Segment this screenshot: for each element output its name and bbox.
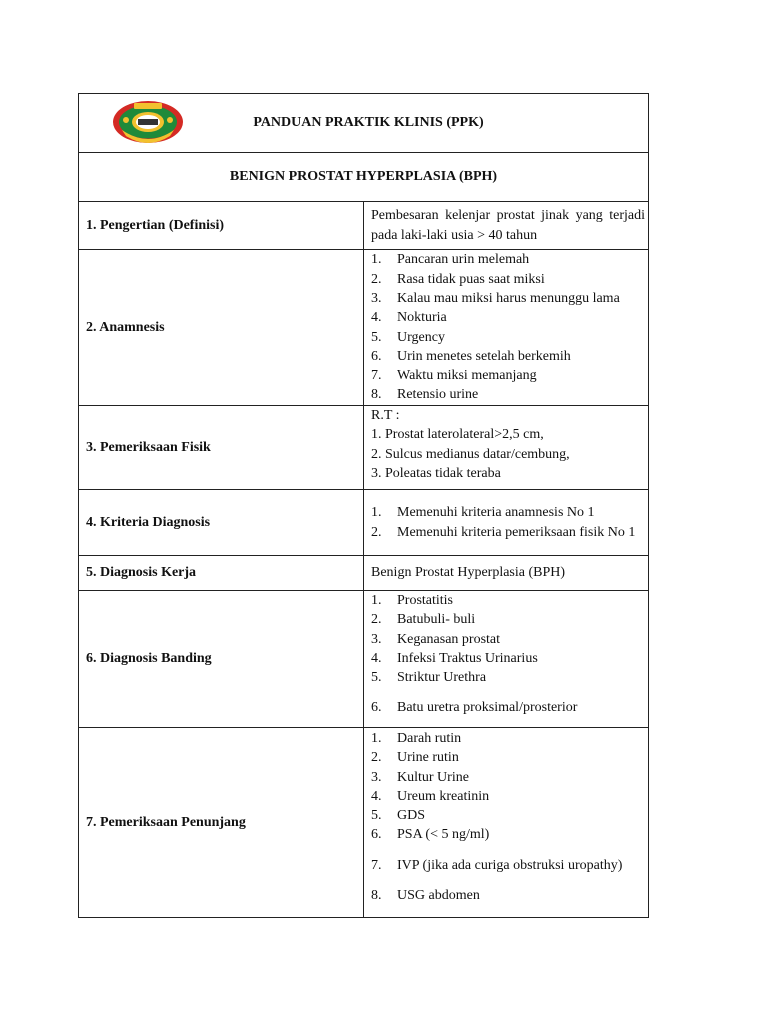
- differential-diagnosis-label: 6. Diagnosis Banding: [79, 591, 364, 728]
- header-cell: [79, 94, 649, 153]
- physical-exam-label: 3. Pemeriksaan Fisik: [79, 406, 364, 490]
- differential-diagnosis-list: [371, 591, 645, 718]
- list-item: 1. Pancaran urin melemah: [371, 252, 530, 268]
- list-item: 8. Retensio urine: [371, 387, 479, 403]
- regional-coat-of-arms-logo-icon: [112, 100, 184, 144]
- supporting-exam-label: 7. Pemeriksaan Penunjang: [79, 728, 364, 918]
- list-item: 6. Urin menetes setelah berkemih: [371, 348, 571, 364]
- list-item: 4. Ureum kreatinin: [371, 788, 490, 804]
- supporting-exam-content: [364, 728, 649, 918]
- list-item: 1. Prostatitis: [371, 593, 454, 608]
- diagnostic-criteria-content: [364, 490, 649, 556]
- diagnostic-criteria-list: [371, 503, 645, 542]
- differential-diagnosis-content: [364, 591, 649, 728]
- physical-exam-content: [364, 406, 649, 490]
- physical-exam-line: R.T :: [371, 408, 400, 423]
- clinical-guideline-table: [78, 93, 649, 918]
- definition-line-1: Pembesaran kelenjar prostat jinak yang terjadi: [371, 208, 645, 224]
- physical-exam-line: 2. Sulcus medianus datar/cembung,: [371, 446, 570, 462]
- list-item: 3. Kultur Urine: [371, 769, 469, 785]
- working-diagnosis-content: Benign Prostat Hyperplasia (BPH): [364, 556, 649, 591]
- list-item: 3. Keganasan prostat: [371, 631, 501, 647]
- list-item: 1. Darah rutin: [371, 731, 462, 746]
- diagnostic-criteria-label: 4. Kriteria Diagnosis: [79, 490, 364, 556]
- list-item: 7. IVP (jika ada curiga obstruksi uropathy): [371, 857, 623, 873]
- list-item: 4. Nokturia: [371, 310, 447, 326]
- list-item: 3. Kalau mau miksi harus menunggu lama: [371, 290, 620, 306]
- document-title: PANDUAN PRAKTIK KLINIS (PPK): [253, 115, 484, 130]
- definition-line-2: pada laki-laki usia > 40 tahun: [371, 227, 538, 243]
- anamnesis-label: 2. Anamnesis: [79, 250, 364, 406]
- list-item: 7. Waktu miksi memanjang: [371, 368, 537, 384]
- list-item: 1. Memenuhi kriteria anamnesis No 1: [371, 505, 595, 521]
- disease-title: BENIGN PROSTAT HYPERPLASIA (BPH): [79, 153, 649, 202]
- definition-content: [364, 202, 649, 250]
- physical-exam-line: 3. Poleatas tidak teraba: [371, 465, 501, 481]
- list-item: 2. Batubuli- buli: [371, 612, 476, 628]
- list-item: 6. PSA (< 5 ng/ml): [371, 827, 490, 843]
- list-item: 6. Batu uretra proksimal/prosterior: [371, 700, 578, 716]
- supporting-exam-list: [371, 729, 645, 905]
- list-item: 5. GDS: [371, 808, 426, 824]
- list-item: 4. Infeksi Traktus Urinarius: [371, 650, 538, 666]
- working-diagnosis-label: 5. Diagnosis Kerja: [79, 556, 364, 591]
- list-item: 8. USG abdomen: [371, 888, 480, 904]
- list-item: 5. Striktur Urethra: [371, 670, 487, 686]
- anamnesis-content: [364, 250, 649, 406]
- anamnesis-list: [371, 250, 645, 404]
- definition-label: 1. Pengertian (Definisi): [79, 202, 364, 250]
- list-item: 2. Urine rutin: [371, 750, 459, 766]
- list-item: 2. Memenuhi kriteria pemeriksaan fisik No 1: [371, 524, 636, 540]
- list-item: 2. Rasa tidak puas saat miksi: [371, 271, 545, 287]
- list-item: 5. Urgency: [371, 329, 445, 345]
- physical-exam-line: 1. Prostat laterolateral>2,5 cm,: [371, 427, 544, 443]
